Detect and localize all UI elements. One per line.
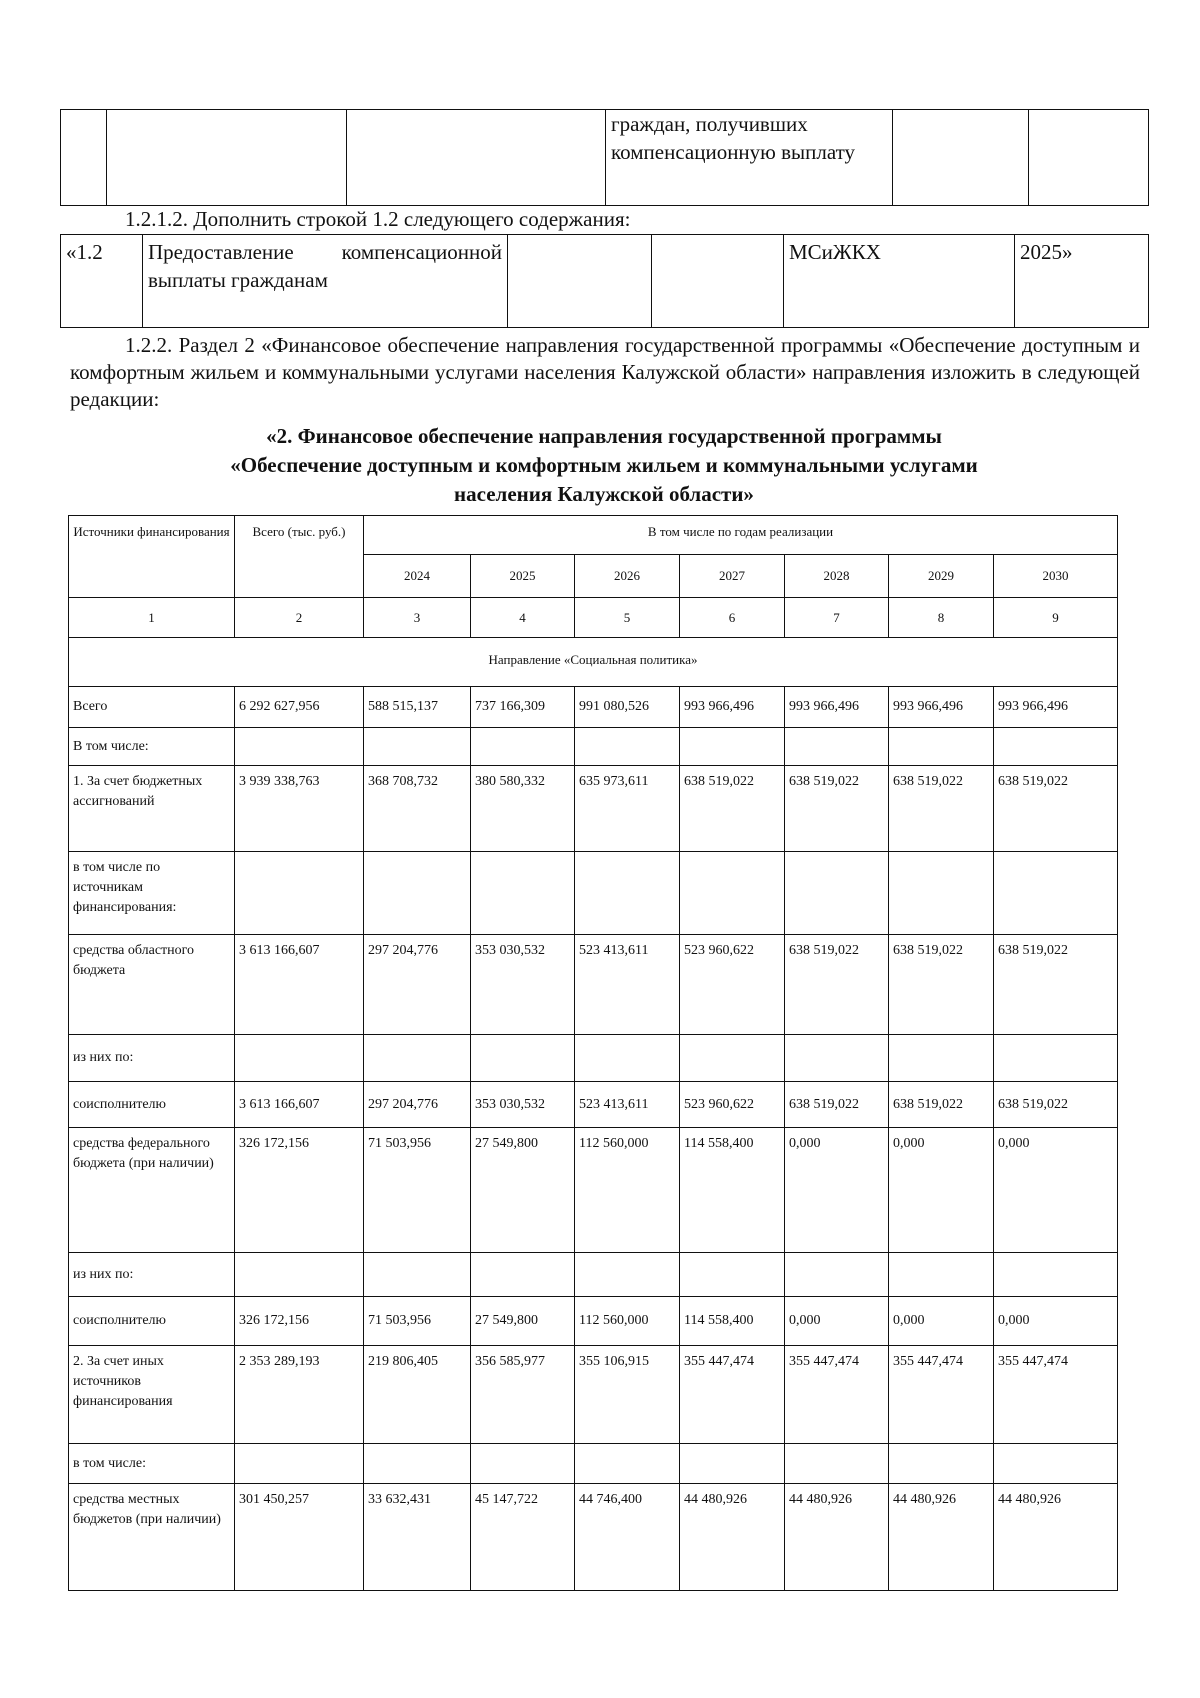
value-cell: 638 519,022 <box>889 935 994 1035</box>
value-cell <box>235 728 364 766</box>
value-cell <box>994 1253 1118 1297</box>
value-cell <box>680 728 785 766</box>
value-cell <box>994 1444 1118 1484</box>
value-cell: 638 519,022 <box>889 1082 994 1128</box>
value-cell <box>471 852 575 935</box>
value-cell <box>785 1253 889 1297</box>
value-cell: 112 560,000 <box>575 1128 680 1253</box>
row-label: Всего <box>69 687 235 728</box>
table-row <box>69 1082 1118 1128</box>
column-number: 9 <box>994 598 1118 638</box>
section-title <box>60 422 1148 509</box>
top-table-fragment <box>60 109 1149 206</box>
column-number: 1 <box>69 598 235 638</box>
header-year: 2024 <box>364 555 471 598</box>
value-cell <box>364 1444 471 1484</box>
value-cell <box>364 852 471 935</box>
value-cell: 3 939 338,763 <box>235 766 364 852</box>
value-cell: 71 503,956 <box>364 1297 471 1346</box>
value-cell: 2 353 289,193 <box>235 1346 364 1444</box>
value-cell: 353 030,532 <box>471 935 575 1035</box>
value-cell: 297 204,776 <box>364 1082 471 1128</box>
value-cell: 44 480,926 <box>889 1484 994 1591</box>
value-cell <box>235 1253 364 1297</box>
table-row <box>69 1484 1118 1591</box>
value-cell <box>785 1035 889 1082</box>
value-cell: 44 480,926 <box>994 1484 1118 1591</box>
table-row <box>69 852 1118 935</box>
value-cell: 112 560,000 <box>575 1297 680 1346</box>
value-cell <box>471 728 575 766</box>
value-cell: 326 172,156 <box>235 1297 364 1346</box>
value-cell: 353 030,532 <box>471 1082 575 1128</box>
value-cell: 297 204,776 <box>364 935 471 1035</box>
row-label: в том числе по источникам финансирования: <box>69 852 235 935</box>
value-cell <box>994 1035 1118 1082</box>
row-year: 2025» <box>1015 235 1149 328</box>
column-number: 5 <box>575 598 680 638</box>
value-cell <box>680 1444 785 1484</box>
table-row <box>69 1128 1118 1253</box>
finance-table <box>68 515 1118 1591</box>
value-cell: 355 447,474 <box>785 1346 889 1444</box>
value-cell: 638 519,022 <box>680 766 785 852</box>
table-row <box>69 687 1118 728</box>
value-cell <box>575 1035 680 1082</box>
value-cell: 638 519,022 <box>994 766 1118 852</box>
value-cell <box>994 728 1118 766</box>
value-cell: 3 613 166,607 <box>235 935 364 1035</box>
value-cell <box>889 852 994 935</box>
row-label: из них по: <box>69 1253 235 1297</box>
value-cell: 993 966,496 <box>889 687 994 728</box>
value-cell: 219 806,405 <box>364 1346 471 1444</box>
value-cell: 27 549,800 <box>471 1128 575 1253</box>
value-cell: 0,000 <box>994 1297 1118 1346</box>
value-cell <box>235 1444 364 1484</box>
value-cell: 0,000 <box>785 1128 889 1253</box>
value-cell: 993 966,496 <box>785 687 889 728</box>
value-cell <box>471 1253 575 1297</box>
value-cell: 0,000 <box>994 1128 1118 1253</box>
value-cell <box>471 1035 575 1082</box>
value-cell: 45 147,722 <box>471 1484 575 1591</box>
table-row <box>69 1297 1118 1346</box>
value-cell <box>889 1253 994 1297</box>
table-row <box>69 1253 1118 1297</box>
value-cell <box>785 1444 889 1484</box>
row-1-2-table <box>60 234 1149 328</box>
value-cell <box>235 852 364 935</box>
paragraph-122: 1.2.2. Раздел 2 «Финансовое обеспечение направления государственной программы «Обеспечение доступным и комфортным жильем и коммунальными услугами населения Калужской области» направления изложить в следующей редакции: <box>70 333 1140 411</box>
value-cell: 638 519,022 <box>889 766 994 852</box>
row-label: соисполнителю <box>69 1297 235 1346</box>
value-cell: 44 746,400 <box>575 1484 680 1591</box>
column-number: 2 <box>235 598 364 638</box>
section-title-line: населения Калужской области» <box>454 482 754 506</box>
amendment-item-1212: 1.2.1.2. Дополнить строкой 1.2 следующего содержания: <box>125 207 631 231</box>
value-cell: 638 519,022 <box>994 935 1118 1035</box>
value-cell: 3 613 166,607 <box>235 1082 364 1128</box>
table-row <box>69 1035 1118 1082</box>
value-cell: 0,000 <box>889 1297 994 1346</box>
value-cell <box>575 852 680 935</box>
header-year: 2028 <box>785 555 889 598</box>
direction-title: Направление «Социальная политика» <box>69 638 1118 687</box>
value-cell: 114 558,400 <box>680 1128 785 1253</box>
value-cell <box>364 728 471 766</box>
table-row <box>69 1346 1118 1444</box>
table-row <box>69 766 1118 852</box>
value-cell: 523 960,622 <box>680 1082 785 1128</box>
column-number: 3 <box>364 598 471 638</box>
section-title-line: «Обеспечение доступным и комфортным жильем и коммунальными услугами <box>230 453 978 477</box>
table-row <box>69 1444 1118 1484</box>
value-cell <box>575 728 680 766</box>
value-cell: 991 080,526 <box>575 687 680 728</box>
value-cell <box>889 1035 994 1082</box>
value-cell <box>680 1253 785 1297</box>
value-cell <box>785 728 889 766</box>
value-cell: 301 450,257 <box>235 1484 364 1591</box>
row-executor: МСиЖКХ <box>784 235 1015 328</box>
value-cell <box>575 1444 680 1484</box>
row-label: 2. За счет иных источников финансирования <box>69 1346 235 1444</box>
table-row <box>69 728 1118 766</box>
value-cell <box>575 1253 680 1297</box>
row-label: средства федерального бюджета (при наличии) <box>69 1128 235 1253</box>
value-cell: 523 413,611 <box>575 1082 680 1128</box>
header-year: 2027 <box>680 555 785 598</box>
value-cell: 355 447,474 <box>680 1346 785 1444</box>
value-cell: 71 503,956 <box>364 1128 471 1253</box>
value-cell: 523 413,611 <box>575 935 680 1035</box>
value-cell <box>364 1253 471 1297</box>
value-cell: 993 966,496 <box>680 687 785 728</box>
row-label: в том числе: <box>69 1444 235 1484</box>
value-cell: 635 973,611 <box>575 766 680 852</box>
value-cell <box>889 728 994 766</box>
header-by-years: В том числе по годам реализации <box>364 516 1118 555</box>
header-source: Источники финансирования <box>69 516 235 598</box>
value-cell: 638 519,022 <box>994 1082 1118 1128</box>
row-label: соисполнителю <box>69 1082 235 1128</box>
header-year: 2025 <box>471 555 575 598</box>
header-year: 2026 <box>575 555 680 598</box>
row-label: В том числе: <box>69 728 235 766</box>
value-cell: 326 172,156 <box>235 1128 364 1253</box>
table-cell: граждан, получивших компенсационную выплату <box>606 110 893 206</box>
value-cell: 0,000 <box>889 1128 994 1253</box>
value-cell: 33 632,431 <box>364 1484 471 1591</box>
column-number: 8 <box>889 598 994 638</box>
row-label: средства областного бюджета <box>69 935 235 1035</box>
value-cell: 44 480,926 <box>680 1484 785 1591</box>
table-row <box>69 935 1118 1035</box>
value-cell: 737 166,309 <box>471 687 575 728</box>
value-cell: 6 292 627,956 <box>235 687 364 728</box>
value-cell: 380 580,332 <box>471 766 575 852</box>
row-label: 1. За счет бюджетных ассигнований <box>69 766 235 852</box>
value-cell <box>235 1035 364 1082</box>
row-label: средства местных бюджетов (при наличии) <box>69 1484 235 1591</box>
value-cell: 368 708,732 <box>364 766 471 852</box>
column-number: 7 <box>785 598 889 638</box>
row-name: Предоставление компенсационной выплаты гражданам <box>143 235 508 328</box>
value-cell: 638 519,022 <box>785 1082 889 1128</box>
value-cell: 355 447,474 <box>994 1346 1118 1444</box>
value-cell: 114 558,400 <box>680 1297 785 1346</box>
header-total: Всего (тыс. руб.) <box>235 516 364 598</box>
value-cell <box>889 1444 994 1484</box>
value-cell: 355 106,915 <box>575 1346 680 1444</box>
value-cell: 44 480,926 <box>785 1484 889 1591</box>
column-number: 6 <box>680 598 785 638</box>
value-cell: 588 515,137 <box>364 687 471 728</box>
value-cell: 0,000 <box>785 1297 889 1346</box>
value-cell: 355 447,474 <box>889 1346 994 1444</box>
value-cell: 638 519,022 <box>785 935 889 1035</box>
value-cell: 993 966,496 <box>994 687 1118 728</box>
value-cell: 523 960,622 <box>680 935 785 1035</box>
value-cell <box>364 1035 471 1082</box>
section-title-line: «2. Финансовое обеспечение направления государственной программы <box>266 424 942 448</box>
header-year: 2030 <box>994 555 1118 598</box>
value-cell: 27 549,800 <box>471 1297 575 1346</box>
value-cell <box>680 1035 785 1082</box>
value-cell <box>471 1444 575 1484</box>
column-number: 4 <box>471 598 575 638</box>
value-cell: 638 519,022 <box>785 766 889 852</box>
value-cell <box>680 852 785 935</box>
row-label: из них по: <box>69 1035 235 1082</box>
value-cell <box>785 852 889 935</box>
header-year: 2029 <box>889 555 994 598</box>
row-number: «1.2 <box>61 235 143 328</box>
value-cell: 356 585,977 <box>471 1346 575 1444</box>
value-cell <box>994 852 1118 935</box>
